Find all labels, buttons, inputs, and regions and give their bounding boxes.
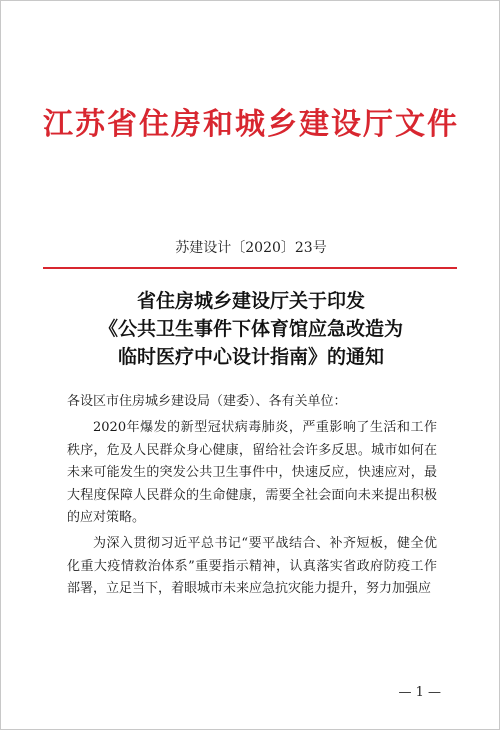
title-line-2: 《公共卫生事件下体育馆应急改造为 [98, 318, 403, 340]
body-paragraph-2: 为深入贯彻习近平总书记“要平战结合、补齐短板，健全优化重大疫情救治体系”重要指示精神，认真落实省政府防疫工作部署，立足当下，着眼城市未来应急抗灾能力提升，努力加强应 [67, 536, 437, 597]
body-paragraph-1: 2020年爆发的新型冠状病毒肺炎，严重影响了生活和工作秩序，危及人民群众身心健康，留给社会许多反思。城市如何在未来可能发生的突发公共卫生事件中，快速反应，快速应对，最大程度保障人民群众的生命健康，需要全社会面向未来提出积极的应对策略。 [67, 420, 437, 526]
document-number: 苏建设计〔2020〕23号 [175, 240, 327, 256]
page-number: — 1 — [398, 685, 441, 700]
document-body [67, 391, 437, 605]
document-title [41, 287, 461, 371]
red-divider-rule [43, 267, 457, 269]
issuer-header: 江苏省住房和城乡建设厅文件 [43, 107, 459, 142]
title-line-1: 省住房城乡建设厅关于印发 [136, 290, 365, 312]
salutation: 各设区市住房城乡建设局（建委）、各有关单位： [67, 394, 347, 409]
title-line-3: 临时医疗中心设计指南》的通知 [117, 346, 384, 368]
